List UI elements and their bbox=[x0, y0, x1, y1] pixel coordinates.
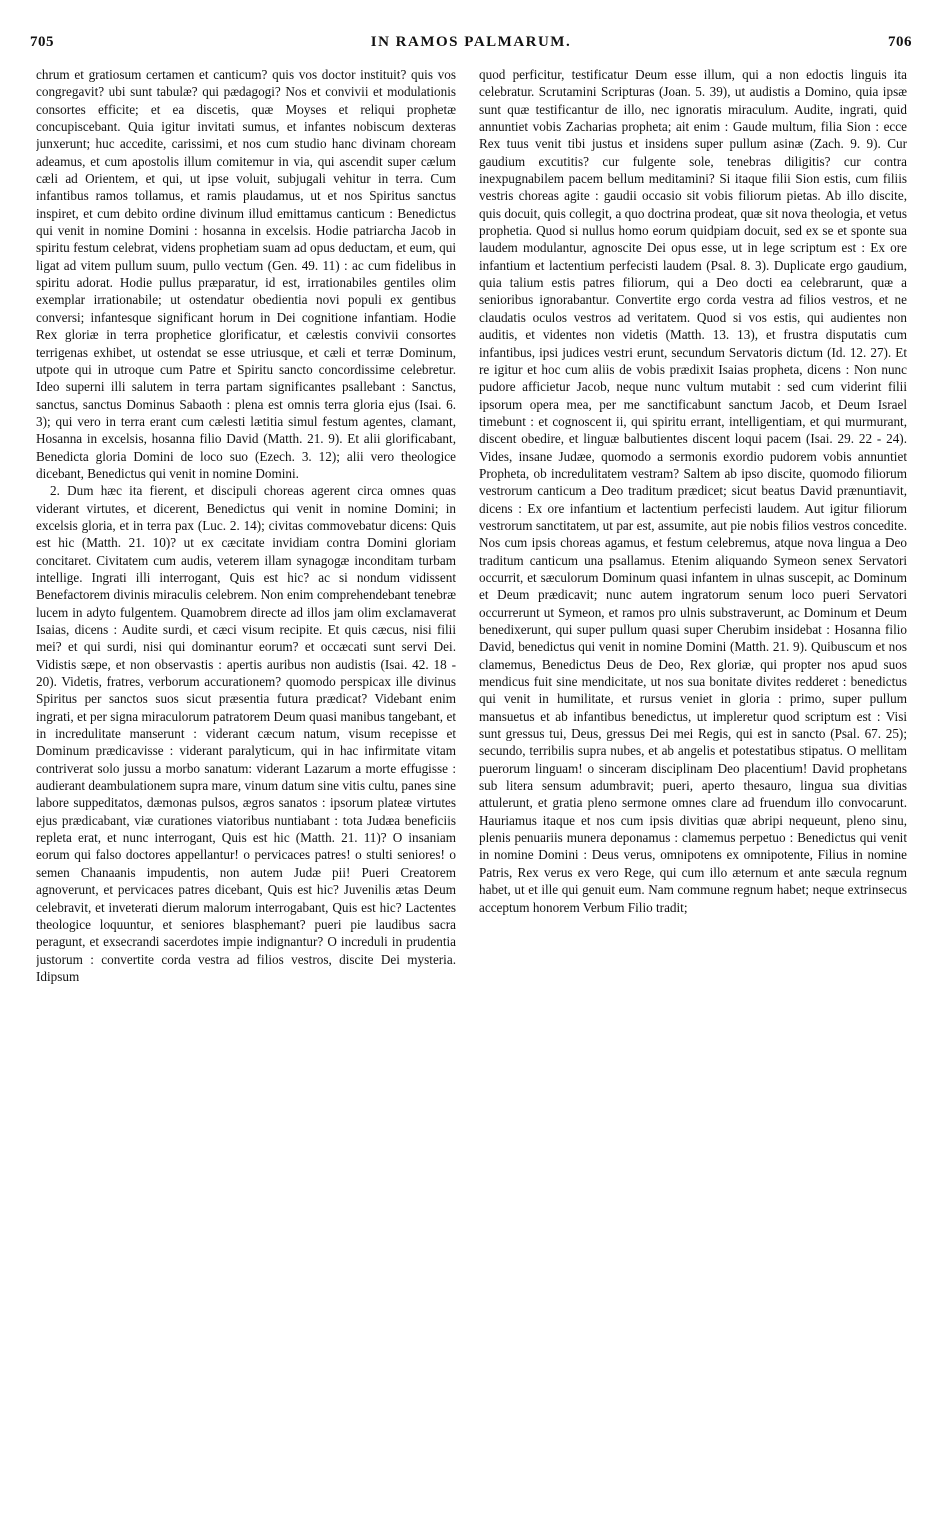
page-number-right: 706 bbox=[888, 34, 912, 50]
page-number-left: 705 bbox=[30, 34, 54, 50]
right-column bbox=[479, 66, 907, 1526]
right-paragraph-1: quod perficitur, testificatur Deum esse illum, qui a non edoctis linguis ita celebratur. Scrutamini Scripturas (Joan. 5. 39), ut audistis a Domino, quia ipsæ sunt quæ testificantur de illo, nec ignoratis miraculum. Audite, ingrati, quid annuntiet vobis Zacharias propheta; ait enim : Gaude multum, filia Sion : ecce Rex tuus venit tibi justus et insidens super pullum asinæ (Zach. 9. 9). Cur gaudium excutitis? cur fulgente sole, tenebras diligitis? cur contra inexpugnabilem pacem bellum meditamini? Si itaque filii Sion estis, cum filiis vestris choreas agite : gaudii occasio sit vobis filiorum pietas. Ab illo discite, quis docuit, quis collegit, a quo doctrina prodeat, quæ sit nova theologia, et vetus prophetia. Quod si nullus homo eorum quidpiam docuit, sed ex se et sponte sua laudem modulantur, agnoscite Dei opus esse, ut in lege scriptum est : Ex ore infantium et lactentium perfecisti laudem (Psal. 8. 3). Duplicate ergo gaudium, quia talium estis patres filiorum, qui a Deo docti ea celebrarunt, quæ a senioribus ignorabantur. Convertite ergo corda vestra ad filios vestros, et ne claudatis oculos vestros ad veritatem. Quod si vos estis, qui audientes non auditis, et videntes non videtis (Matth. 13. 13), et frustra disputatis cum infantibus, ipsi judices vestri erunt, secundum Servatoris dictum (Id. 12. 27). Et re igitur et hoc cum aliis de vobis prædixit Isaias propheta, dicens : Non nunc pudore afficietur Jacob, neque nunc vultum mutabit : sed cum viderint filii ipsorum opera mea, per me sanctificabunt sanctum Jacob, et Deum Israel timebunt : et cognoscent ii, qui spiritu errant, intelligentiam, et qui murmurant, discent obedire, et linguæ balbutientes discent loqui pacem (Isai. 29. 22 - 24). Vides, insane Judæe, quomodo a sermonis exordio pudorem vobis annuntiet Propheta, ob incredulitatem vestram? Saltem ab ipso discite, quomodo filiorum vestrorum canticum a Deo traditum prædicet; sicut beatus David prænuntiavit, dicens : Ex ore infantium et lactentium perfecisti laudem. Aut igitur filiorum vestrorum sanctitatem, ut par est, assumite, aut pie nobis filios vestros concedite. Nos cum ipsis choreas agamus, et festum celebremus, atque nova lingua a Deo traditum canticum una psallamus. Etenim aliquando Symeon senex Servatori occurrit, et sæculorum Dominum quasi infantem in ulnas suscepit, ac Dominum et Deum prædicavit; nunc autem ingratorum senum loco pueri Servatori occurrerunt ut Symeon, et ramos pro ulnis substraverunt, ac Dominum et Deum benedixerunt, qui super pullum quasi super Cherubim insidebat : Hosanna filio David, benedictus qui venit in nomine Domini (Matth. 21. 9). Quibuscum et nos clamemus, Benedictus Deus de Deo, Rex gloriæ, qui propter nos apud suos mendicus fuit sine mendicitate, ut nos sua bonitate divites redderet : benedictus qui venit in humilitate, et rursus veniet in gloria : primo, super pullum mansuetus et ab infantibus benedictus, ut impleretur quod scriptum est : Visi sunt gressus tui, Deus, gressus Dei mei Regis, qui est in sancto (Psal. 67. 25); secundo, terribilis supra nubes, et ab angelis et potestatibus stipatus. O mellitam puerorum linguam! o sinceram disciplinam Deo placentium! David prophetans sub litera sensum adumbravit; pueri, aperto thesauro, lingua sua divitias attulerunt, et gratia pleno sermone omnes clare ad fruendum illo convocarunt. Hauriamus itaque et nos cum ipsis divitias quæ abripi nequeunt, pleno sinu, plenis penuariis munera deponamus : clamemus perpetuo : Benedictus qui venit in nomine Domini : Deus verus, omnipotens ex omnipotente, Filius in nomine Patris, Rex verus ex vero Rege, qui cum illo æternum et ante sæcula regnum habet, ut et ille qui genuit eum. Nam commune regnum habet; neque extrinsecus acceptum honorem Verbum Filio tradit; bbox=[479, 67, 907, 915]
page-header bbox=[30, 34, 912, 54]
left-column bbox=[36, 66, 456, 1526]
running-title: IN RAMOS PALMARUM. bbox=[370, 34, 572, 50]
left-paragraph-1: chrum et gratiosum certamen et canticum? quis vos doctor instituit? quis vos congregavit? ubi sunt tabulæ? qui pædagogi? Nos et convivii et modulationis consortes efficite; et ea discetis, quæ Moyses et reliqui prophetæ concupiscebant. Quia igitur invitati sumus, et infantes nobiscum dexteras junxerunt; huc accedite, carissimi, et nos cum studio hanc divinam choream adeamus, et cum apostolis illum comitemur in via, qui ascendit super cælum cæli ad Orientem, et qui, ut ipse voluit, subjugali vehitur in terra. Cum infantibus ramos tollamus, et ramis plaudamus, ut et nos Spiritus sanctus inspiret, et cum debito ordine divinum illud emittamus canticum : Benedictus qui venit in nomine Domini : hosanna in excelsis. Hodie patriarcha Jacob in spiritu festum celebrat, videns prophetiam suam ad opus deductam, et eum, qui ligat ad vitem pullum suum, pullo vectum (Gen. 49. 11) : ac cum fidelibus in spiritu adorat. Hodie pullus præparatur, id est, irrationabiles gentiles olim exemplar irrationabile; ut ostendatur obedientia novi populi ex gentibus conversi; infantesque significant horum in Dei cognitione infantiam. Hodie Rex gloriæ in terra prophetice glorificatur, et cælestis convivii consortes terrigenas exhibet, ut ostendat se esse utriusque, et cæli et terræ Dominum, utpote qui in utroque cum Patre et Spiritu sancto concordissime celebretur. Ideo superni illi salutem in terra partam significantes psallebant : Sanctus, sanctus, sanctus Dominus Sabaoth : plena est omnis terra gloria ejus (Isai. 6. 3); qui vero in terra erant cum cælesti lætitia simul festum agentes, clamant, Hosanna in excelsis, hosanna filio David (Matth. 21. 9). Et alii glorificabant, Benedicta gloria Domini de loco suo (Ezech. 3. 12); alii vero theologice dicebant, Benedictus qui venit in nomine Domini. bbox=[36, 67, 456, 481]
left-paragraph-2: 2. Dum hæc ita fierent, et discipuli choreas agerent circa omnes quas viderant virtutes, et dicerent, Benedictus qui venit in nomine Domini; in excelsis gloria, et in terra pax (Luc. 2. 14); civitas commovebatur dicens: Quis est hic (Matth. 21. 10)? ut ex cæcitate invidiam contra Domini gloriam concitaret. Civitatem cum audis, veterem illam synagogæ inconditam turbam intellige. Ingrati illi interrogant, Quis est hic? ac si nondum vidissent Benefactorem divinis miraculis celebrem. Non enim comprehendebant tenebræ lucem in adyto fulgentem. Quamobrem directe ad illos jam olim exclamaverat Isaias, dicens : Audite surdi, et cæci visum recipite. Et quis cæcus, nisi filii mei? et qui surdi, nisi qui dominantur eorum? et occæcati sunt servi Dei. Vidistis sæpe, et non observastis : apertis auribus non audistis (Isai. 42. 18 - 20). Videtis, fratres, verborum accurationem? quomodo perspicax ille divinus Spiritus per sanctos suos sicut præsentia futura prædicat? Videbant enim ingrati, et per signa miraculorum patratorem Deum quasi manibus tangebant, et in incredulitate manserunt : viderant cæcum natum, visum recepisse et Dominum prædicavisse : viderant paralyticum, qui in hac infirmitate vitam contriverat solo jussu a morbo sanatum: viderant Lazarum a morte effugisse : audierant deambulationem supra mare, vinum datum sine vitis cultu, panes sine labore suppeditatos, dæmonas pulsos, ægros sanatos : ipsorum plateæ virtutes ejus prædicabant, viæ curationes viatoribus nuntiabant : tota Judæa beneficiis repleta erat, et nunc interrogant, Quis est hic (Matth. 21. 11)? O insaniam eorum qui falso doctores appellantur! o pervicaces patres! o stulti seniores! o semen Chanaanis impudentis, non autem Judæ pii! Pueri Creatorem agnoverunt, et pervicaces patres dicebant, Quis est hic? Juvenilis ætas Deum celebravit, et inveterati dierum malorum interrogabant, Quis est hic? Lactentes theologice loquuntur, et seniores blasphemant? pueri pie laudibus sacra peragunt, et exsecrandi sacerdotes impie indignantur? O increduli in prudentia justorum : convertite corda vestra ad filios vestros, discite Dei mysteria. Idipsum bbox=[36, 483, 456, 984]
